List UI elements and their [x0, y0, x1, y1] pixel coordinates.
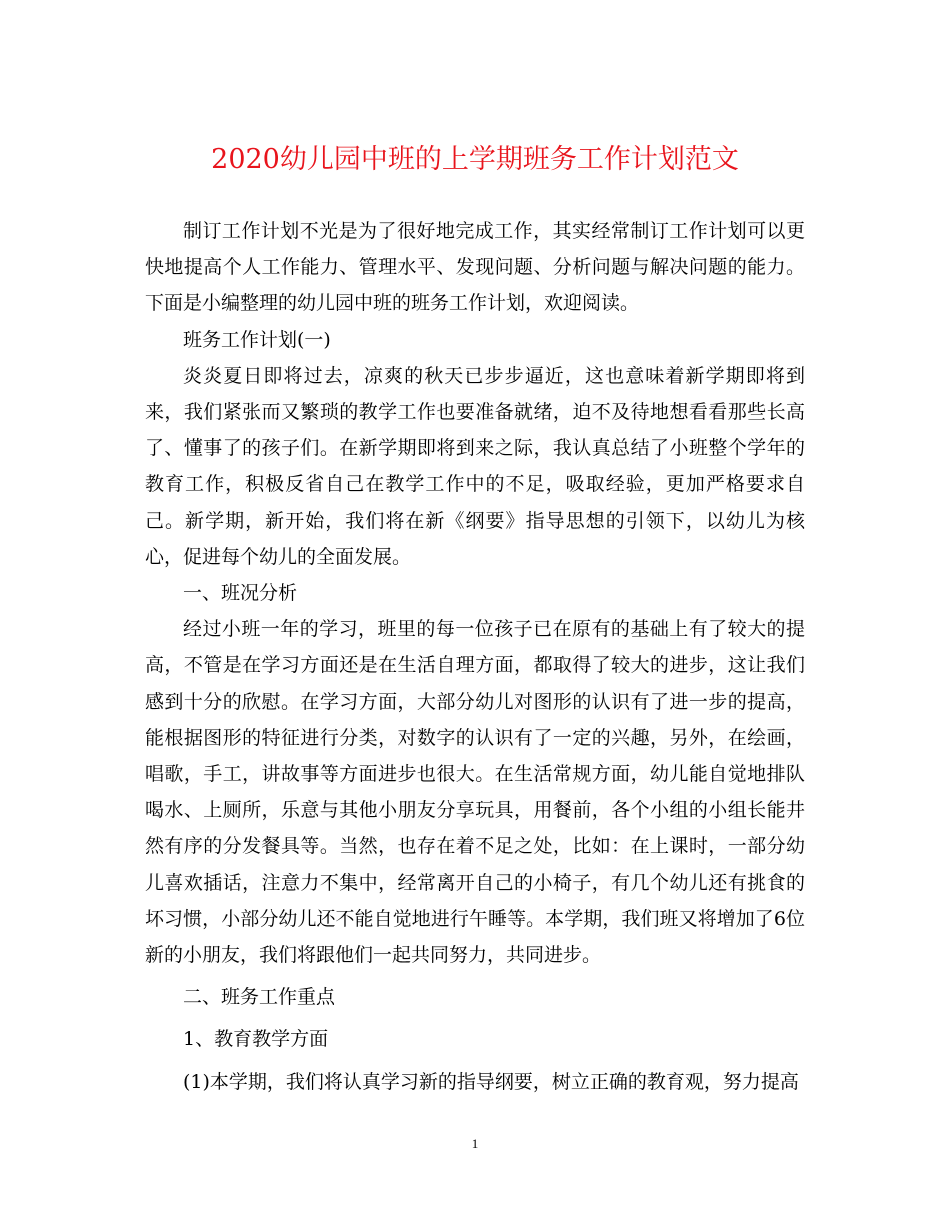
- page-number: 1: [471, 1136, 479, 1151]
- subsection-heading-teaching: 1、教育教学方面: [183, 1028, 329, 1051]
- intro-paragraph: 制订工作计划不光是为了很好地完成工作，其实经常制订工作计划可以更快地提高个人工作能力、管理水平、发现问题、分析问题与解决问题的能力。下面是小编整理的幼儿园中班的班务工作计划，欢迎阅读。: [145, 220, 805, 315]
- document-title: 2020幼儿园中班的上学期班务工作计划范文: [211, 144, 739, 175]
- section-heading-work-focus: 二、班务工作重点: [183, 986, 336, 1009]
- class-analysis-paragraph: 经过小班一年的学习，班里的每一位孩子已在原有的基础上有了较大的提高，不管是在学习方面还是在生活自理方面，都取得了较大的进步，这让我们感到十分的欣慰。在学习方面，大部分幼儿对图形的认识有了进一步的提高，能根据图形的特征进行分类，对数字的认识有了一定的兴趣，另外，在绘画，唱歌，手工，讲故事等方面进步也很大。在生活常规方面，幼儿能自觉地排队喝水、上厕所，乐意与其他小朋友分享玩具，用餐前，各个小组的小组长能井然有序的分发餐具等。当然，也存在着不足之处，比如：在上课时，一部分幼儿喜欢插话，注意力不集中，经常离开自己的小椅子，有几个幼儿还有挑食的坏习惯，小部分幼儿还不能自觉地进行午睡等。本学期，我们班又将增加了6位新的小朋友，我们将跟他们一起共同努力，共同进步。: [145, 618, 805, 967]
- opening-paragraph: 炎炎夏日即将过去，凉爽的秋天已步步逼近，这也意味着新学期即将到来，我们紧张而又繁琐的教学工作也要准备就绪，迫不及待地想看看那些长高了、懂事了的孩子们。在新学期即将到来之际，我认真总结了小班整个学年的教育工作，积极反省自己在教学工作中的不足，吸取经验，更加严格要求自己。新学期，新开始，我们将在新《纲要》指导思想的引领下，以幼儿为核心，促进每个幼儿的全面发展。: [145, 364, 805, 568]
- section-heading-plan-one: 班务工作计划(一): [183, 328, 331, 351]
- section-heading-class-analysis: 一、班况分析: [183, 582, 298, 605]
- teaching-item-1: (1)本学期，我们将认真学习新的指导纲要，树立正确的教育观，努力提高: [183, 1070, 799, 1093]
- document-body: [145, 213, 805, 1100]
